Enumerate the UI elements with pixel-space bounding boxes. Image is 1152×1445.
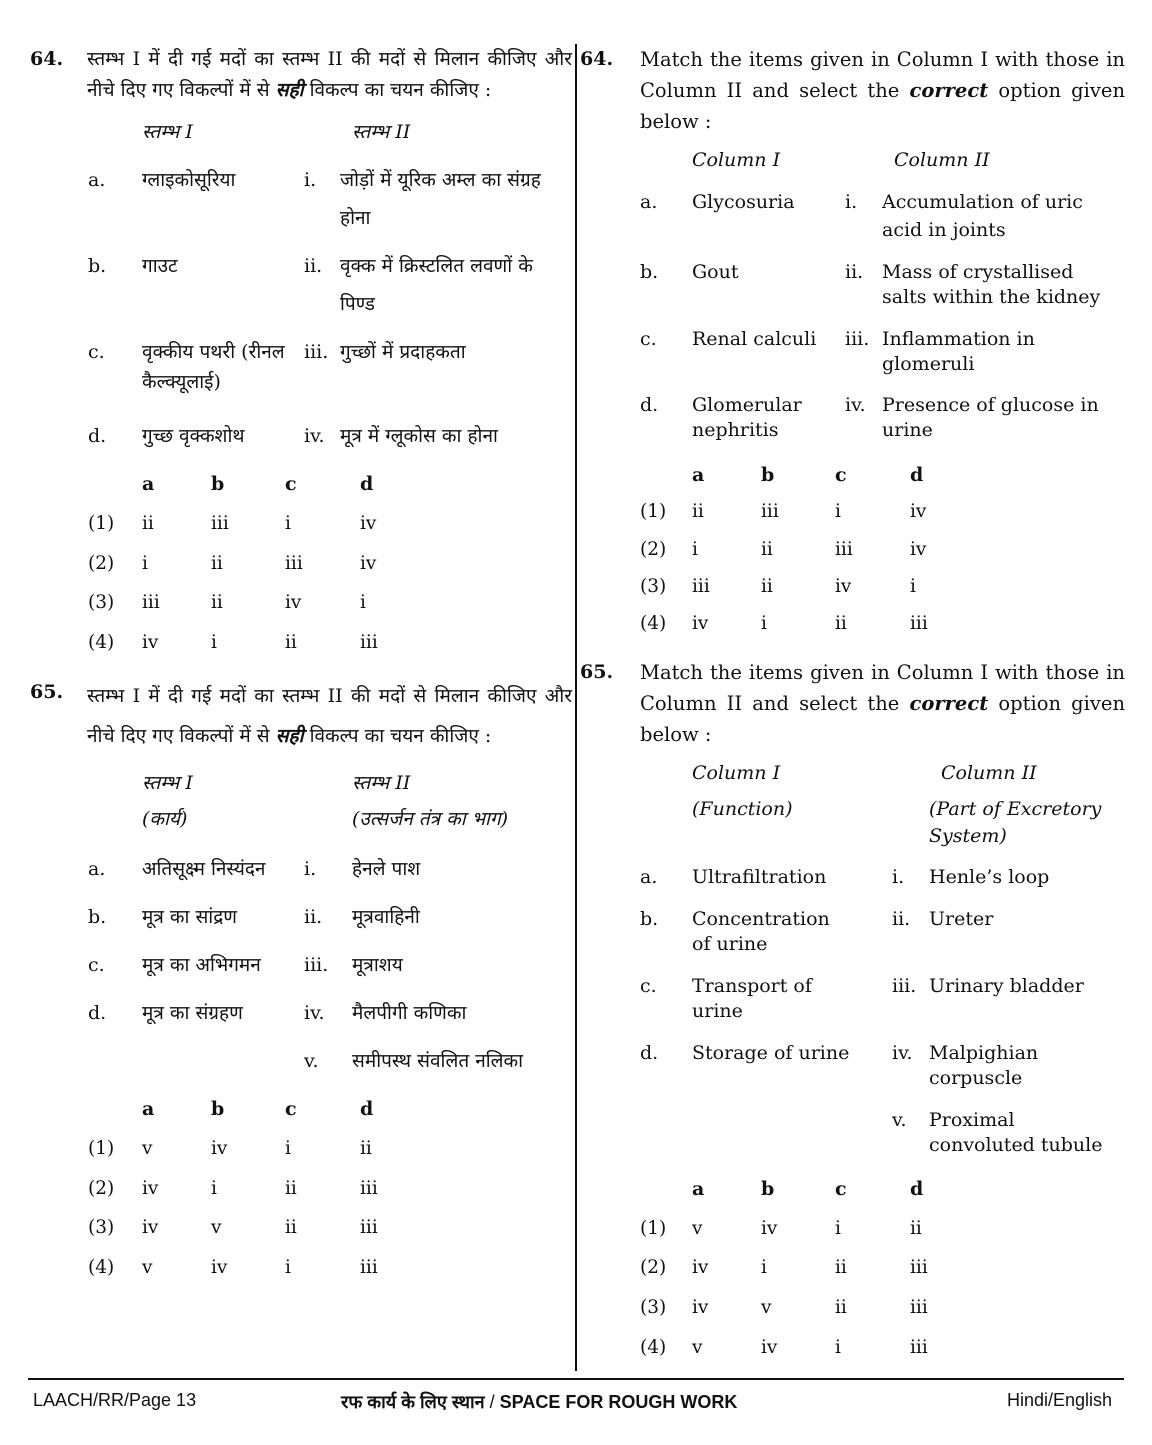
emphasis-word: correct: [909, 692, 989, 715]
match-row: c. Transport of urine iii. Urinary bladder: [640, 975, 1084, 1022]
question-text: Match the items given in Column I with those in Column II and select the correct option given below :: [640, 48, 1126, 133]
page-code: LAACH/RR/Page 13: [33, 1390, 197, 1410]
match-row: d. Glomerular nephritis iv. Presence of glucose in urine: [640, 394, 1099, 441]
match-row: b. Gout ii. Mass of crystallised salts within the kidney: [640, 261, 1101, 308]
match-row: d. गुच्छ वृक्कशोथ iv. मूत्र में ग्लूकोस का होना: [88, 425, 498, 447]
answer-option-3[interactable]: (3) iv v ii iii: [640, 1297, 928, 1318]
emphasis-word: सही: [275, 79, 304, 101]
question-number: 65.: [580, 661, 614, 683]
answer-header: a b c d: [692, 1178, 924, 1200]
answer-option-4[interactable]: (4) v iv i iii: [640, 1337, 928, 1358]
match-row: d. Storage of urine iv. Malpighian corpuscle: [640, 1042, 1039, 1089]
match-row: a. अतिसूक्ष्म निस्यंदन i. हेनले पाश: [88, 858, 421, 880]
answer-option-3[interactable]: (3) iii ii iv i: [88, 592, 366, 613]
answer-option-3[interactable]: (3) iv v ii iii: [88, 1217, 378, 1238]
column-headings: Column I Column II: [692, 762, 1037, 784]
question-text: स्तम्भ I में दी गई मदों का स्तम्भ II की मदों से मिलान कीजिए और नीचे दिए गए विकल्पों में से सही विकल्प का चयन कीजिए :: [87, 48, 572, 101]
question-number: 65.: [30, 681, 64, 703]
match-row: a. ग्लाइकोसूरिया i. जोड़ों में यूरिक अम्ल का संग्रह होना: [88, 169, 541, 229]
answer-option-4[interactable]: (4) v iv i iii: [88, 1257, 378, 1278]
column-headings: स्तम्भ I स्तम्भ II: [142, 121, 411, 143]
match-row: b. Concentration of urine ii. Ureter: [640, 908, 994, 955]
answer-option-2[interactable]: (2) i ii iii iv: [640, 539, 927, 560]
emphasis-word: सही: [275, 725, 304, 747]
question-65-english: [580, 657, 1125, 1365]
answer-option-2[interactable]: (2) iv i ii iii: [88, 1178, 378, 1199]
hindi-column: [30, 44, 572, 1285]
match-row: c. Renal calculi iii. Inflammation in glomeruli: [640, 328, 1035, 375]
rough-work-label: रफ कार्य के लिए स्थान / SPACE FOR ROUGH WORK: [341, 1392, 738, 1412]
match-row: v. Proximal convoluted tubule: [892, 1109, 1103, 1156]
match-row: b. गाउट ii. वृक्क में क्रिस्टलित लवणों के पिण्ड: [88, 255, 533, 315]
question-65-hindi: [30, 676, 572, 1285]
question-number: 64.: [30, 48, 64, 70]
question-text: स्तम्भ I में दी गई मदों का स्तम्भ II की मदों से मिलान कीजिए और नीचे दिए गए विकल्पों में से सही विकल्प का चयन कीजिए :: [87, 685, 572, 747]
answer-header: a b c d: [142, 1098, 374, 1120]
answer-option-4[interactable]: (4) iv i ii iii: [88, 632, 378, 653]
answer-header: a b c d: [692, 464, 924, 486]
answer-option-1[interactable]: (1) ii iii i iv: [640, 501, 927, 522]
match-row: a. Glycosuria i. Accumulation of uric acid in joints: [640, 191, 1083, 241]
question-64-english: [580, 44, 1125, 649]
language-label: Hindi/English: [1007, 1390, 1113, 1410]
answer-option-1[interactable]: (1) ii iii i iv: [88, 513, 377, 534]
question-64-hindi: [30, 44, 572, 670]
answer-option-2[interactable]: (2) i ii iii iv: [88, 553, 377, 574]
answer-option-2[interactable]: (2) iv i ii iii: [640, 1257, 928, 1278]
answer-option-3[interactable]: (3) iii ii iv i: [640, 576, 916, 597]
question-number: 64.: [580, 48, 614, 70]
match-row: c. वृक्कीय पथरी (रीनल कैल्क्यूलाई) iii. गुच्छों में प्रदाहकता: [88, 341, 466, 393]
question-text: Match the items given in Column I with those in Column II and select the correct option given below :: [640, 661, 1126, 746]
answer-option-1[interactable]: (1) v iv i ii: [640, 1218, 922, 1239]
answer-option-4[interactable]: (4) iv i ii iii: [640, 613, 928, 634]
column-subheadings: (Function) (Part of Excretory System): [692, 798, 1102, 847]
footer-rule: [28, 1378, 1124, 1380]
english-column: [580, 44, 1125, 1365]
column-divider: [575, 44, 577, 1371]
emphasis-word: correct: [909, 79, 989, 102]
match-row: b. मूत्र का सांद्रण ii. मूत्रवाहिनी: [88, 906, 420, 928]
match-row: c. मूत्र का अभिगमन iii. मूत्राशय: [88, 954, 403, 976]
match-row: d. मूत्र का संग्रहण iv. मैलपीगी कणिका: [88, 1002, 467, 1024]
match-row: v. समीपस्थ संवलित नलिका: [304, 1050, 524, 1072]
match-row: a. Ultrafiltration i. Henle’s loop: [640, 866, 1050, 888]
answer-header: a b c d: [142, 473, 374, 495]
column-subheadings: (कार्य) (उत्सर्जन तंत्र का भाग): [142, 808, 509, 830]
column-headings: Column I Column II: [692, 149, 990, 171]
answer-option-1[interactable]: (1) v iv i ii: [88, 1138, 372, 1159]
column-headings: स्तम्भ I स्तम्भ II: [142, 772, 411, 794]
